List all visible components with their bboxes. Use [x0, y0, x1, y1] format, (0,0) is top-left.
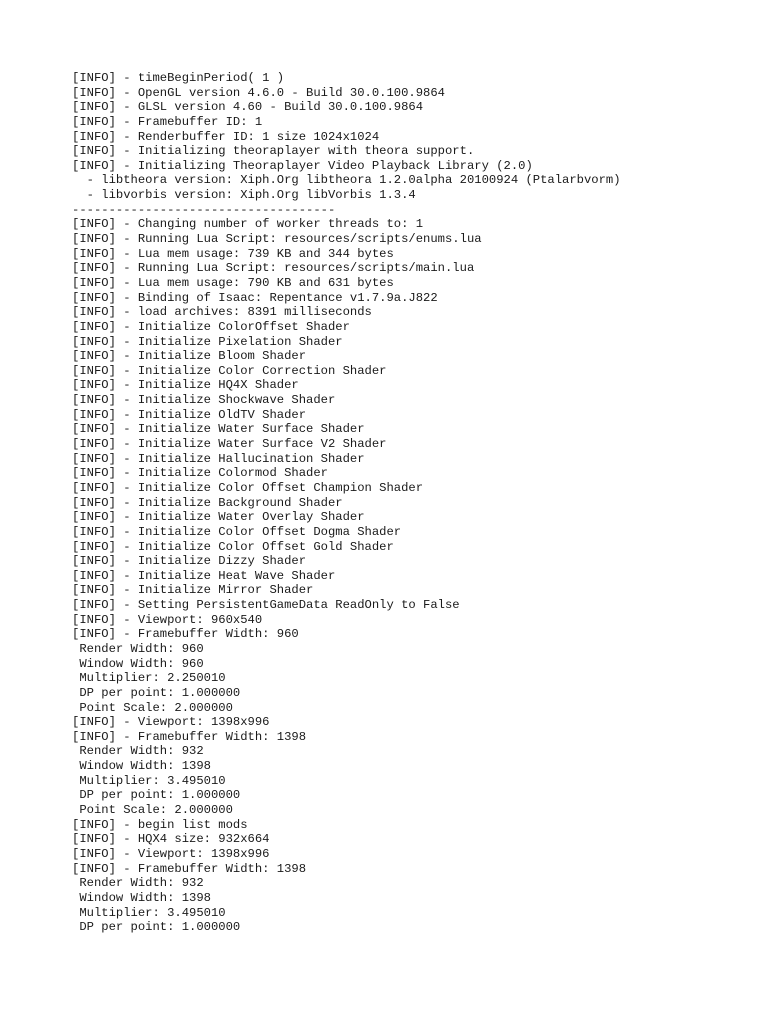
log-line: Point Scale: 2.000000 [72, 700, 233, 715]
log-line: - libtheora version: Xiph.Org libtheora 1.2.0alpha 20100924 (Ptalarbvorm) [72, 173, 621, 188]
log-line: [INFO] - Initialize Dizzy Shader [72, 554, 307, 569]
log-text [72, 71, 621, 935]
log-line: [INFO] - Initialize Background Shader [72, 495, 343, 510]
log-line: DP per point: 1.000000 [72, 920, 241, 935]
log-line: Window Width: 1398 [72, 759, 211, 774]
log-line: [INFO] - Initialize Mirror Shader [72, 583, 314, 598]
log-line: [INFO] - Framebuffer ID: 1 [72, 114, 263, 129]
log-line: Multiplier: 3.495010 [72, 905, 226, 920]
log-line: Render Width: 932 [72, 876, 204, 891]
log-line: [INFO] - HQX4 size: 932x664 [72, 832, 270, 847]
log-line: [INFO] - load archives: 8391 milliseconds [72, 305, 372, 320]
log-line: [INFO] - Renderbuffer ID: 1 size 1024x1024 [72, 129, 380, 144]
log-line: [INFO] - Initialize Water Overlay Shader [72, 510, 365, 525]
log-line: [INFO] - Initializing theoraplayer with theora support. [72, 144, 475, 159]
log-line: [INFO] - Framebuffer Width: 1398 [72, 729, 307, 744]
log-line: [INFO] - Changing number of worker threads to: 1 [72, 217, 424, 232]
log-line: Point Scale: 2.000000 [72, 803, 233, 818]
log-line: [INFO] - Initialize Color Offset Gold Shader [72, 539, 394, 554]
log-line: Render Width: 932 [72, 744, 204, 759]
log-line: - libvorbis version: Xiph.Org libVorbis 1.3.4 [72, 188, 416, 203]
log-line: DP per point: 1.000000 [72, 685, 241, 700]
log-line: [INFO] - GLSL version 4.60 - Build 30.0.100.9864 [72, 100, 424, 115]
log-line: [INFO] - Initialize Water Surface V2 Shader [72, 437, 387, 452]
log-line: [INFO] - Initialize Colormod Shader [72, 466, 328, 481]
log-line: [INFO] - Framebuffer Width: 1398 [72, 861, 307, 876]
log-line: [INFO] - Initialize Bloom Shader [72, 349, 307, 364]
log-line: ------------------------------------ [72, 202, 336, 217]
log-line: [INFO] - Running Lua Script: resources/scripts/enums.lua [72, 232, 482, 247]
log-line: [INFO] - Binding of Isaac: Repentance v1.7.9a.J822 [72, 290, 438, 305]
log-line: [INFO] - Running Lua Script: resources/scripts/main.lua [72, 261, 475, 276]
log-line: [INFO] - Initialize Hallucination Shader [72, 451, 365, 466]
log-line: [INFO] - Lua mem usage: 739 KB and 344 bytes [72, 246, 394, 261]
log-line: [INFO] - begin list mods [72, 817, 248, 832]
log-line: Window Width: 1398 [72, 890, 211, 905]
log-line: [INFO] - Initialize ColorOffset Shader [72, 319, 350, 334]
log-line: [INFO] - OpenGL version 4.6.0 - Build 30.0.100.9864 [72, 85, 445, 100]
log-line: Render Width: 960 [72, 641, 204, 656]
log-line: [INFO] - Initialize Heat Wave Shader [72, 568, 336, 583]
log-line: [INFO] - timeBeginPeriod( 1 ) [72, 71, 285, 85]
log-line: [INFO] - Initialize Color Correction Shader [72, 363, 387, 378]
log-line: Multiplier: 2.250010 [72, 671, 226, 686]
log-line: [INFO] - Initialize Shockwave Shader [72, 393, 336, 408]
log-line: [INFO] - Initializing Theoraplayer Video Playback Library (2.0) [72, 158, 533, 173]
log-line: [INFO] - Initialize Pixelation Shader [72, 334, 343, 349]
log-line: Window Width: 960 [72, 656, 204, 671]
log-line: Multiplier: 3.495010 [72, 773, 226, 788]
log-line: [INFO] - Initialize HQ4X Shader [72, 378, 299, 393]
log-line: [INFO] - Initialize OldTV Shader [72, 407, 307, 422]
log-line: [INFO] - Initialize Color Offset Champion Shader [72, 480, 424, 495]
log-line: [INFO] - Initialize Water Surface Shader [72, 422, 365, 437]
log-line: [INFO] - Initialize Color Offset Dogma Shader [72, 524, 402, 539]
log-line: [INFO] - Viewport: 1398x996 [72, 846, 270, 861]
log-line: [INFO] - Framebuffer Width: 960 [72, 627, 299, 642]
log-line: [INFO] - Setting PersistentGameData ReadOnly to False [72, 598, 460, 613]
log-line: [INFO] - Viewport: 960x540 [72, 612, 263, 627]
log-line: DP per point: 1.000000 [72, 788, 241, 803]
log-line: [INFO] - Viewport: 1398x996 [72, 715, 270, 730]
log-line: [INFO] - Lua mem usage: 790 KB and 631 bytes [72, 275, 394, 290]
